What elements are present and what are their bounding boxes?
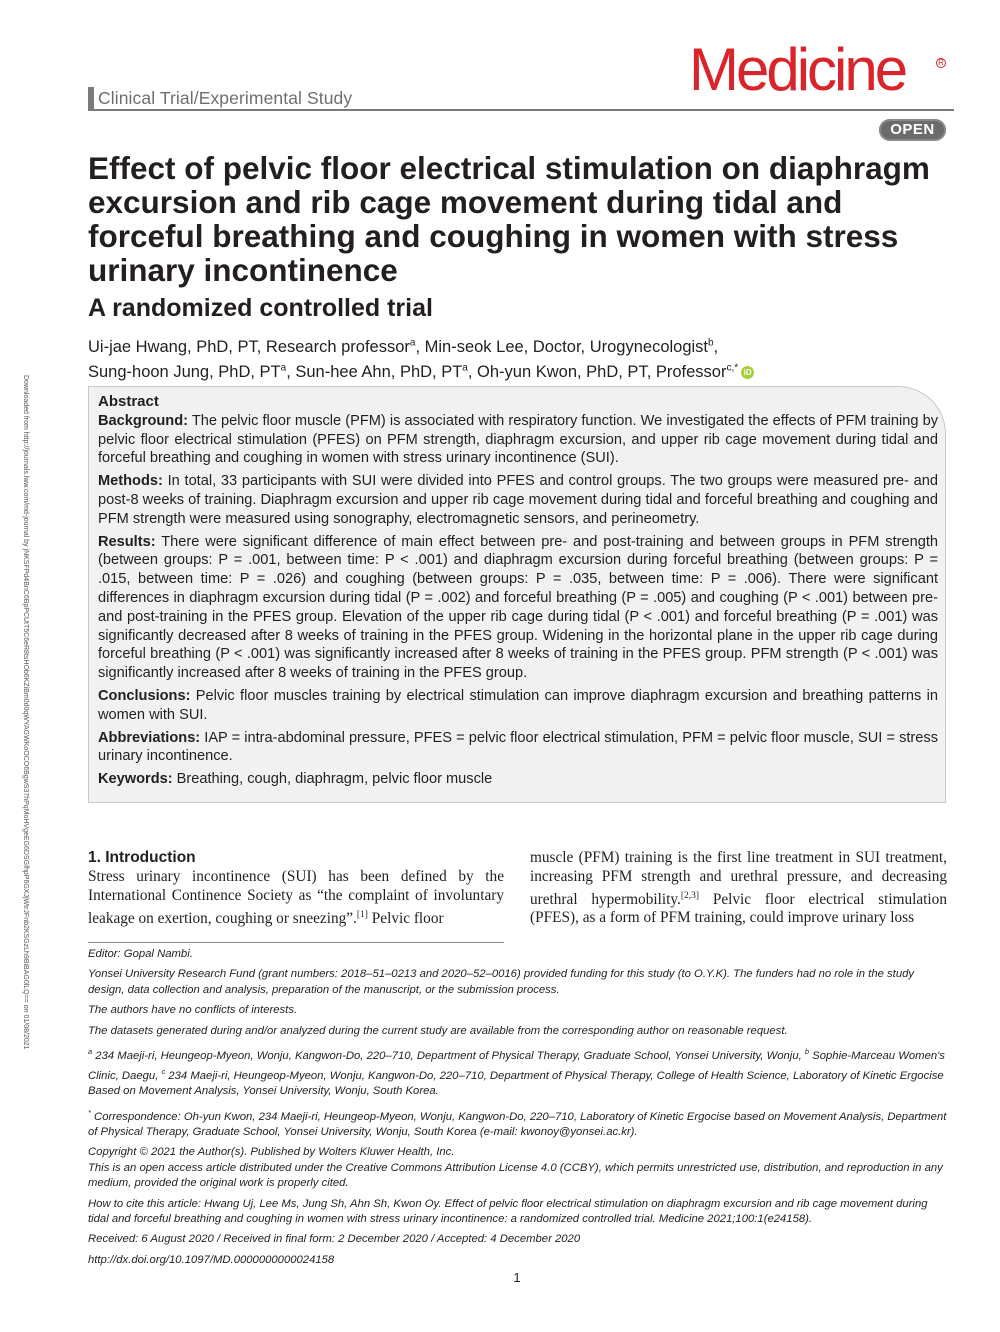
data-availability-note: The datasets generated during and/or analyzed during the current study are available from the corresponding author on reasonable request. (88, 1024, 788, 1037)
abstract-methods: Methods: In total, 33 participants with SUI were divided into PFES and control groups. The two groups were measured pre- and post-8 weeks of training. Diaphragm excursion and upper rib cage movement during tidal and forceful breathing and coughing and PFM strength were measured using sonography, electromagnetic sensors, and perineometry. (98, 473, 938, 527)
abstract-background: Background: The pelvic floor muscle (PFM) is associated with respiratory function. We investigated the effects of PFM training by pelvic floor electrical stimulation (PFES) on PFM strength, diaphragm excursion, and upper rib cage movement during tidal and forceful breathing and coughing in women with stress urinary incontinence (SUI). (98, 412, 938, 467)
dates-note: Received: 6 August 2020 / Received in final form: 2 December 2020 / Accepted: 4 December 2020 (88, 1233, 581, 1246)
affiliations-note: $^a$ 234 Maeji-ri, Heungeop-Myeon, Wonju, Kangwon-Do, 220–710, Department of Physical Therapy, Graduate School, Yonsei University, Wonju, $^b$ Sophie-Marceau Women's Clinic, Daegu, $^c$ 234 Maeji-ri, Heungeop-Myeon, Wonju, Kangwon-Do, 220–710, Department of Physical Therapy, College of Health Science, Laboratory of Kinetic Ergocise Based on Movement Analysis, Yonsei University, Wonju, South Korea. (88, 1047, 945, 1098)
journal-logo[interactable]: Medicine (689, 36, 906, 103)
citation-link[interactable]: [2,3] (680, 890, 700, 901)
author: Ui-jae Hwang, PhD, PT, Research professor$^a$, (88, 337, 425, 356)
page-number: 1 (513, 1270, 521, 1285)
editor-note: Editor: Gopal Nambi. (88, 948, 193, 960)
abstract-box (88, 386, 946, 803)
body-column-right: muscle (PFM) training is the first line treatment in SUI treatment, increasing PFM strength and urethral pressure, and decreasing urethral hypermobility.[2,3] Pelvic floor electrical stimulation (PFES), as a form of PFM training, could improve urinary loss (530, 849, 947, 927)
article-title: Effect of pelvic floor electrical stimulation on diaphragm excursion and rib cage movement during tidal and forceful breathing and coughing in women with stress urinary incontinence (88, 150, 930, 288)
funding-note: Yonsei University Research Fund (grant numbers: 2018–51–0213 and 2020–52–0016) provided funding for this study (to O.Y.K). The funders had no role in the study design, data collection and analysis, preparation of the manuscript, or the submission process. (88, 968, 915, 996)
author: Sun-hee Ahn, PhD, $PT^a$, (295, 362, 478, 381)
article-type-text: Clinical Trial/Experimental Study (98, 88, 353, 108)
license-note: Copyright © 2021 the Author(s). Published by Wolters Kluwer Health, Inc. This is an open access article distributed under the Creative Commons Attribution License 4.0 (CCBY), which permits unrestricted use, distribution, and reproduction in any medium, provided the original work is properly cited. (88, 1146, 943, 1190)
conflicts-note: The authors have no conflicts of interests. (88, 1004, 298, 1017)
body-column-left: Stress urinary incontinence (SUI) has been defined by the International Continence Society as “the complaint of involuntary leakage on exertion, coughing or sneezing”.[1] Pelvic floor (88, 868, 504, 927)
citation-note: How to cite this article: Hwang Uj, Lee Ms, Jung Sh, Ahn Sh, Kwon Oy. Effect of pelvic floor electrical stimulation on diaphragm excursion and rib cage movement during tidal and forceful breathing and coughing in women with stress urinary incontinence: a randomized controlled trial. Medicine 2021;100:1(e24158). (88, 1197, 928, 1225)
registered-mark: R (936, 58, 946, 68)
doi-link[interactable]: http://dx.doi.org/10.1097/MD.0000000000024158 (88, 1253, 335, 1266)
author: Oh-yun Kwon, PhD, PT, Professor$^{c,*}$ (477, 362, 739, 381)
correspondence-note: * Correspondence: Oh-yun Kwon, 234 Maeji-ri, Heungeop-Myeon, Wonju, Kangwon-Do, 220–710, Laboratory of Kinetic Ergocise based on Movement Analysis, Department of Physical Therapy, Graduate School, Yonsei University, Wonju, South Korea (e-mail: kwonoy@yonsei.ac.kr). (88, 1107, 947, 1138)
open-access-badge: OPEN (879, 119, 946, 141)
abstract-results: Results: There were significant difference of main effect between pre- and post-training and between groups in PFM strength (between groups: P = .001, between time: P < .001) and diaphragm excursion during forceful breathing (between groups: P = .015, between time: P = .026) and coughing (between groups: P = .035, between time: P = .006). There were significant differences in diaphragm excursion during tidal (P = .002) and forceful breathing (P = .005) and coughing (P < .001) between pre- and post-training in the PFES group. Elevation of the upper rib cage during tidal (P < .001) and forceful breathing (P = .001) was significantly decreased after 8 weeks of training in the PFES group. Widening in the horizontal plane in the upper rib cage during forceful breathing (P < .001) was significantly increased after 8 weeks of training in the PFES group. PFM strength (P < .001) was significantly increased after 8 weeks of training in the PFES group. (98, 533, 938, 682)
abstract-heading: Abstract (98, 393, 159, 410)
abstract-abbreviations: Abbreviations: IAP = intra-abdominal pressure, PFES = pelvic floor electrical stimulation, PFM = pelvic floor muscle, SUI = stress urinary incontinence. (98, 729, 938, 765)
citation-link[interactable]: [1] (356, 909, 368, 920)
abstract-conclusions: Conclusions: Pelvic floor muscles training by electrical stimulation can improve diaphragm excursion and breathing patterns in women with SUI. (98, 687, 938, 723)
author-list (88, 332, 948, 383)
download-watermark: Downloaded from http://journals.lww.com/md-journal by jNKSFPd4BnC6BpPCUtT5C6eR8tsHOb6KZiBm0d0qWYAGWKoOCO6BgwS37hPqMoHVgeEG6DSGfhpP6GXJjWtrJFnb2KSGzLh9BiBAG0lLQ== on 01/08/2021 (22, 375, 29, 1050)
section-heading-introduction: 1. Introduction (88, 849, 196, 866)
article-subtitle: A randomized controlled trial (88, 294, 433, 322)
author: Min-seok Lee, Doctor, Urogynecologist$^b$, (424, 337, 719, 356)
footnote-divider (88, 942, 504, 943)
author: Sung-hoon Jung, PhD, $PT^a$, (88, 362, 296, 381)
orcid-icon[interactable]: iD (741, 366, 754, 379)
footnotes (88, 947, 948, 1273)
abstract-keywords: Keywords: Breathing, cough, diaphragm, pelvic floor muscle (98, 771, 493, 788)
